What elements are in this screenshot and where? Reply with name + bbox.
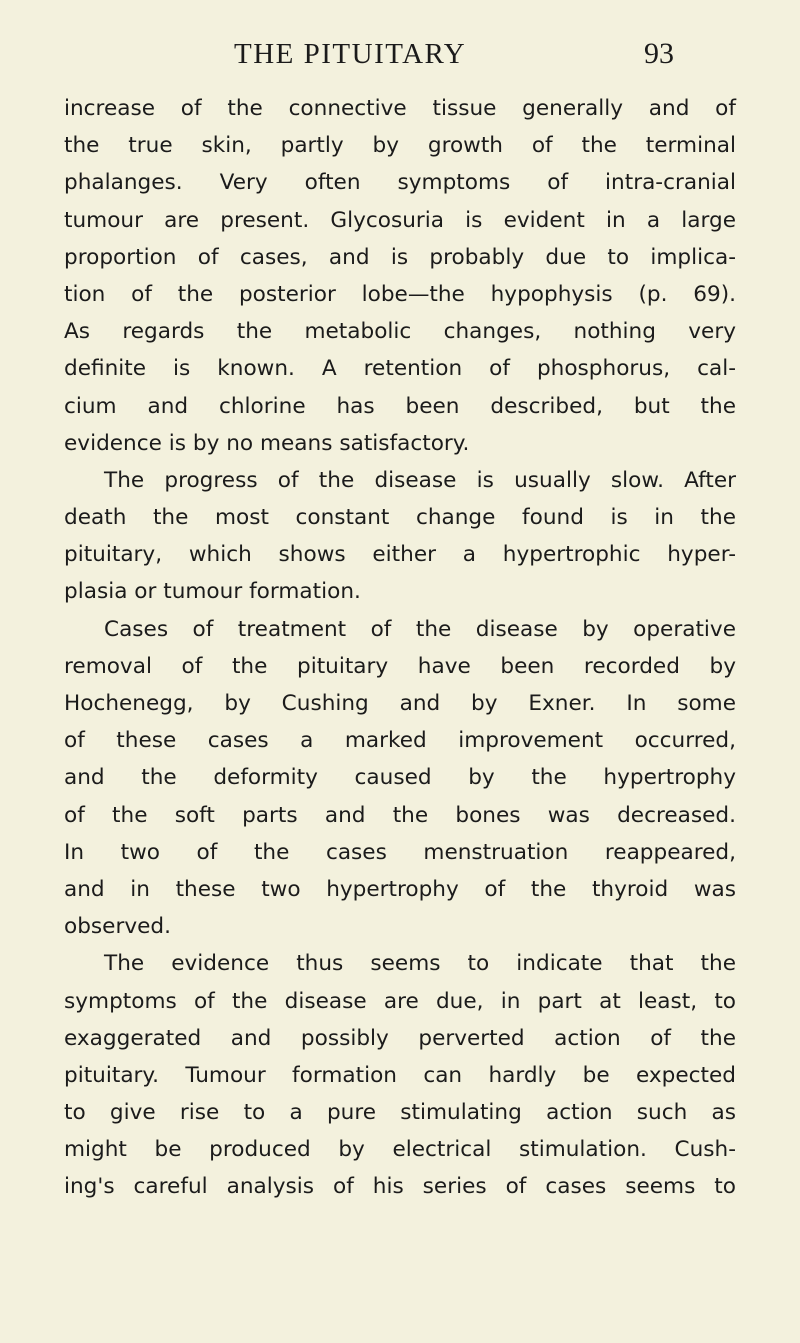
- text-line: might be produced by electrical stimulation. Cush-: [64, 1137, 736, 1163]
- text-line: In two of the cases menstruation reappeared,: [64, 839, 736, 865]
- text-line: observed.: [64, 914, 171, 940]
- paragraph-first-line: The progress of the disease is usually slow. After: [104, 467, 736, 493]
- text-line: to give rise to a pure stimulating action such as: [64, 1100, 736, 1126]
- text-line: tumour are present. Glycosuria is evident in a large: [64, 207, 736, 233]
- text-line: of these cases a marked improvement occurred,: [64, 728, 736, 754]
- text-line: definite is known. A retention of phosphorus, cal-: [64, 356, 736, 382]
- text-line: Hochenegg, by Cushing and by Exner. In some: [64, 691, 736, 716]
- text-line: of the soft parts and the bones was decreased.: [64, 802, 736, 828]
- text-line: exaggerated and possibly perverted action of the: [64, 1025, 736, 1051]
- paragraph-first-line: Cases of treatment of the disease by operative: [104, 616, 736, 642]
- text-line: and the deformity caused by the hypertrophy: [64, 765, 736, 791]
- text-line: pituitary. Tumour formation can hardly be expected: [64, 1062, 736, 1088]
- text-line: pituitary, which shows either a hypertrophic hyper-: [64, 542, 736, 568]
- body-text: [64, 90, 736, 1206]
- page-number: 93: [644, 37, 674, 70]
- text-line: increase of the connective tissue generally and of: [64, 96, 736, 121]
- text-line: evidence is by no means satisfactory.: [64, 430, 470, 456]
- text-line: proportion of cases, and is probably due to implica-: [64, 244, 736, 270]
- text-line: symptoms of the disease are due, in part at least, to: [64, 988, 736, 1014]
- text-line: As regards the metabolic changes, nothing very: [64, 319, 736, 345]
- text-line: tion of the posterior lobe—the hypophysis (p. 69).: [64, 281, 736, 307]
- text-line: and in these two hypertrophy of the thyroid was: [64, 876, 736, 902]
- text-line: removal of the pituitary have been recorded by: [64, 653, 736, 679]
- text-line: cium and chlorine has been described, but the: [64, 393, 736, 419]
- text-line: death the most constant change found is in the: [64, 505, 736, 531]
- text-line: phalanges. Very often symptoms of intra-cranial: [64, 170, 736, 196]
- text-line: plasia or tumour formation.: [64, 579, 361, 605]
- running-head: [0, 34, 800, 74]
- paragraph-first-line: The evidence thus seems to indicate that the: [104, 951, 736, 977]
- text-line: the true skin, partly by growth of the terminal: [64, 133, 736, 159]
- running-title: THE PITUITARY: [234, 38, 467, 70]
- text-line: ing's careful analysis of his series of cases seems to: [64, 1174, 736, 1200]
